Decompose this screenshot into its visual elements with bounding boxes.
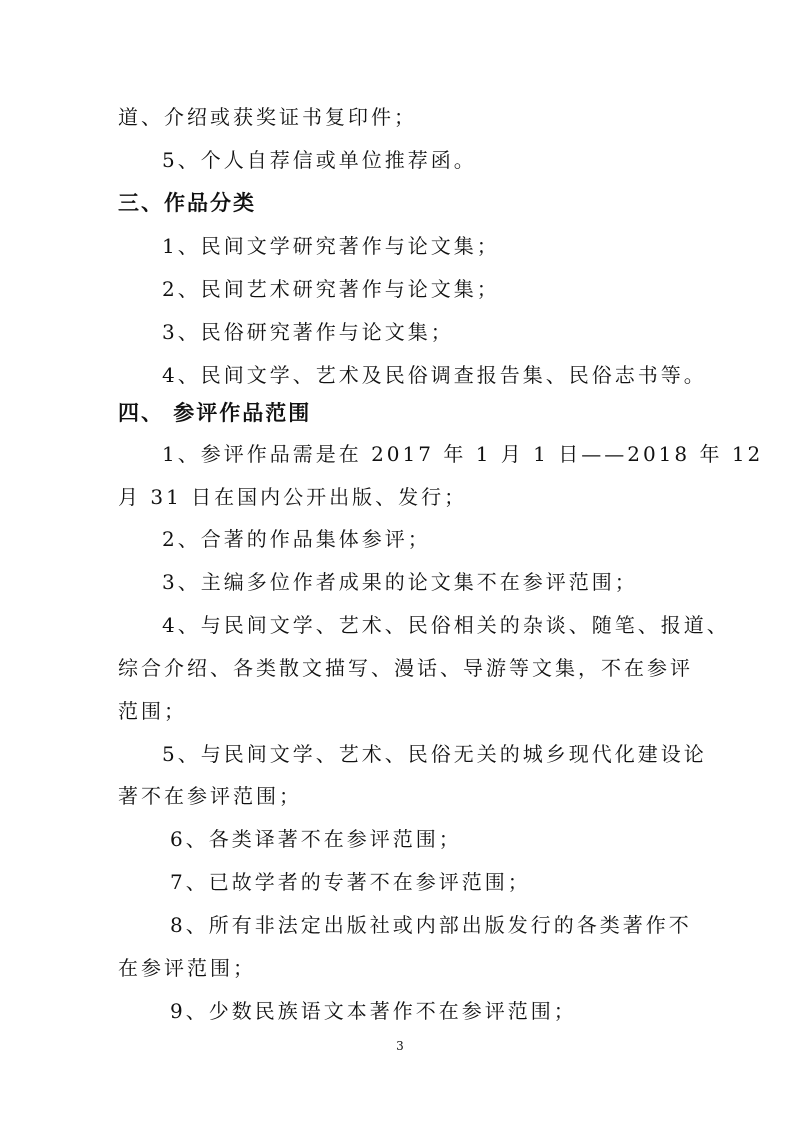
text-line: 4、民间文学、艺术及民俗调查报告集、民俗志书等。 — [162, 363, 707, 387]
text-line: 4、与民间文学、艺术、民俗相关的杂谈、随笔、报道、 — [162, 613, 730, 637]
text-line: 6、各类译著不在参评范围； — [170, 827, 462, 851]
text-line: 3、主编多位作者成果的论文集不在参评范围； — [162, 570, 638, 594]
text-line: 1、民间文学研究著作与论文集； — [162, 234, 500, 258]
text-line: 5、个人自荐信或单位推荐函。 — [162, 148, 477, 172]
text-line: 5、与民间文学、艺术、民俗无关的城乡现代化建设论 — [162, 742, 707, 766]
text-line: 8、所有非法定出版社或内部出版发行的各类著作不 — [170, 913, 692, 937]
text-line: 3、民俗研究著作与论文集； — [162, 320, 454, 344]
section-heading: 四、 参评作品范围 — [118, 401, 312, 425]
text-line: 著不在参评范围； — [118, 784, 302, 808]
text-line: 2、合著的作品集体参评； — [162, 527, 431, 551]
text-line: 月 31 日在国内公开出版、发行； — [118, 485, 468, 509]
text-line: 2、民间艺术研究著作与论文集； — [162, 277, 500, 301]
text-line: 道、介绍或获奖证书复印件； — [118, 105, 417, 129]
text-line: 范围； — [118, 699, 187, 723]
page-number: 3 — [396, 1039, 404, 1053]
text-line: 9、少数民族语文本著作不在参评范围； — [170, 999, 577, 1023]
text-line: 综合介绍、各类散文描写、漫话、导游等文集，不在参评 — [118, 656, 693, 680]
text-line: 7、已故学者的专著不在参评范围； — [170, 870, 531, 894]
text-line: 1、参评作品需是在 2017 年 1 月 1 日——2018 年 12 — [162, 442, 764, 466]
text-line: 在参评范围； — [118, 956, 256, 980]
section-heading: 三、作品分类 — [118, 191, 256, 215]
